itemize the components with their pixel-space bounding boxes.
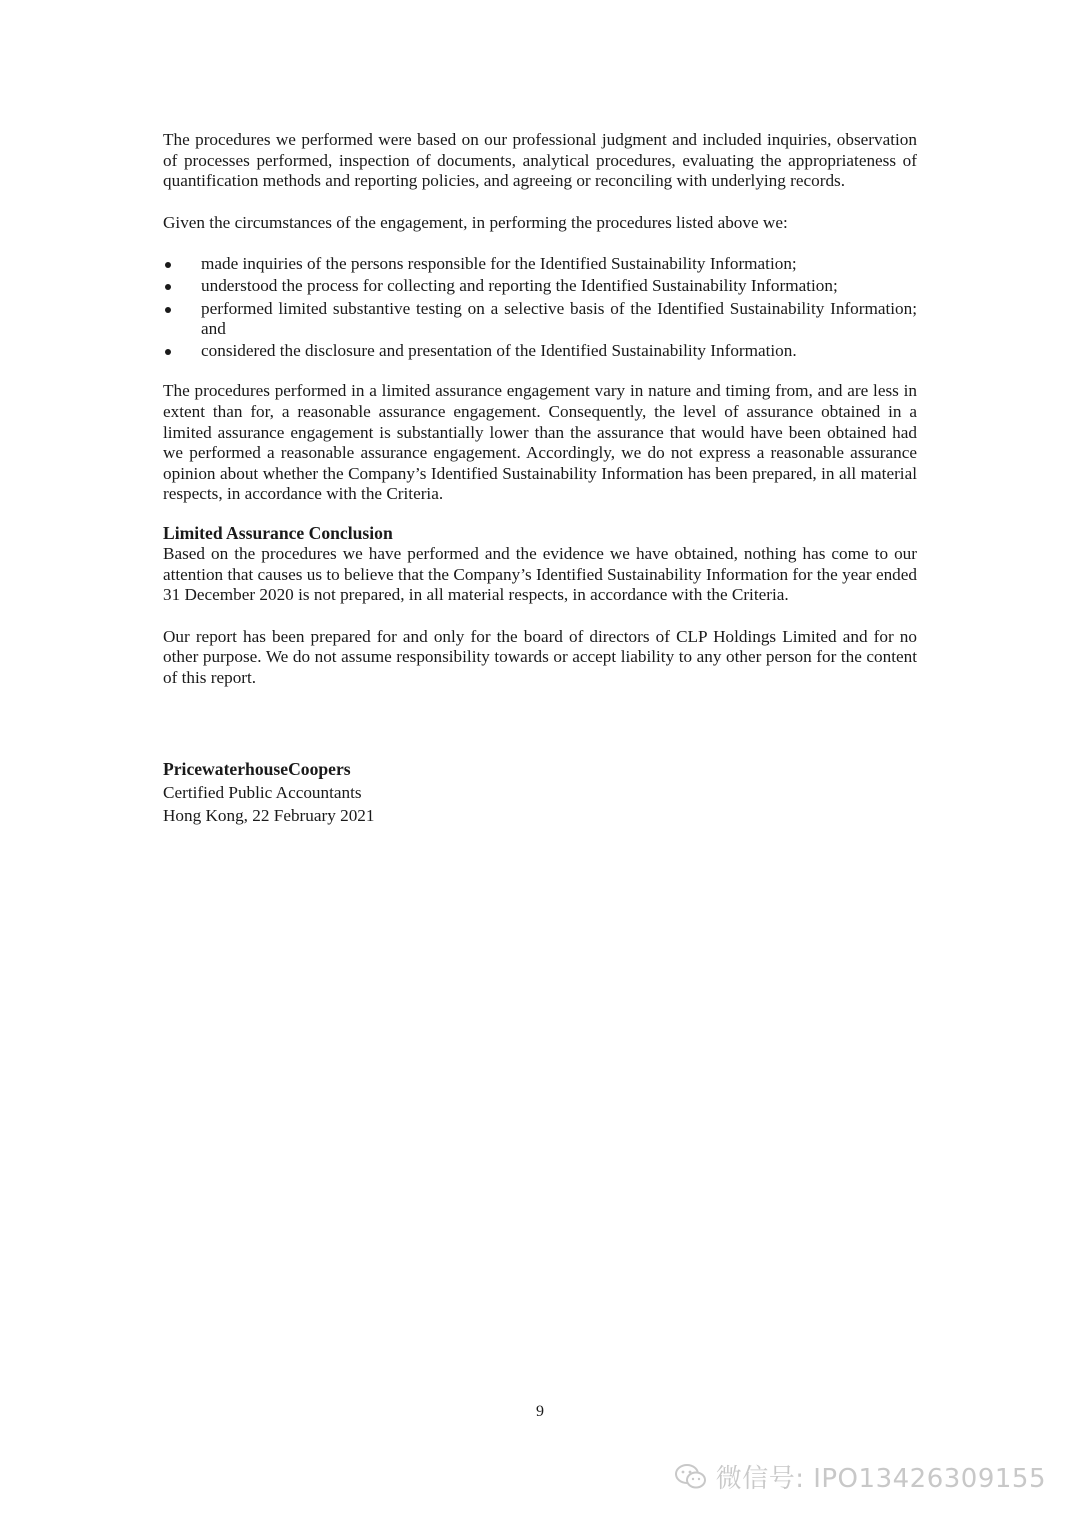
page-number: 9 (536, 1403, 544, 1420)
bullet-icon (165, 284, 171, 290)
list-item: performed limited substantive testing on a selective basis of the Identified Sustainability Information; and (163, 299, 917, 340)
list-item: understood the process for collecting and reporting the Identified Sustainability Information; (163, 276, 917, 297)
conclusion-heading: Limited Assurance Conclusion (163, 522, 393, 543)
signature-firm: PricewaterhouseCoopers (163, 759, 351, 780)
bullet-icon (165, 349, 171, 355)
paragraph-circumstances: Given the circumstances of the engagement, in performing the procedures listed above we: (163, 212, 788, 232)
bullet-icon (165, 307, 171, 313)
paragraph-report-purpose: Our report has been prepared for and only for the board of directors of CLP Holdings Limited and for no other purpose. We do not assume responsibility towards or accept liability to any other person for the content of this report. (163, 626, 917, 687)
signature-place-date: Hong Kong, 22 February 2021 (163, 806, 375, 826)
procedures-list (163, 254, 917, 361)
list-item: considered the disclosure and presentation of the Identified Sustainability Information. (163, 341, 917, 362)
signature-title: Certified Public Accountants (163, 783, 362, 803)
bullet-icon (165, 262, 171, 268)
wechat-icon (674, 1462, 708, 1492)
list-item: made inquiries of the persons responsible for the Identified Sustainability Information; (163, 254, 917, 275)
watermark-text: 微信号: IPO13426309155 (715, 1464, 1046, 1494)
document-body (163, 130, 917, 827)
paragraph-procedures: The procedures we performed were based on our professional judgment and included inquiries, observation of processes performed, inspection of documents, analytical procedures, evaluating the appropriateness of quantification methods and reporting policies, and agreeing or reconciling with underlying records. (163, 130, 917, 191)
paragraph-conclusion: Based on the procedures we have performed and the evidence we have obtained, nothing has come to our attention that causes us to believe that the Company’s Identified Sustainability Information for the year ended 31 December 2020 is not prepared, in all material respects, in accordance with the Criteria. (163, 543, 917, 605)
watermark (674, 1458, 1046, 1495)
paragraph-limited-assurance: The procedures performed in a limited assurance engagement vary in nature and timing from, and are less in extent than for, a reasonable assurance engagement. Consequently, the level of assurance obtained in a limited assurance engagement is substantially lower than the assurance that would have been obtained had we performed a reasonable assurance engagement. Accordingly, we do not express a reasonable assurance opinion about whether the Company’s Identified Sustainability Information has been prepared, in all material respects, in accordance with the Criteria. (163, 381, 917, 504)
signature-block (163, 758, 917, 827)
